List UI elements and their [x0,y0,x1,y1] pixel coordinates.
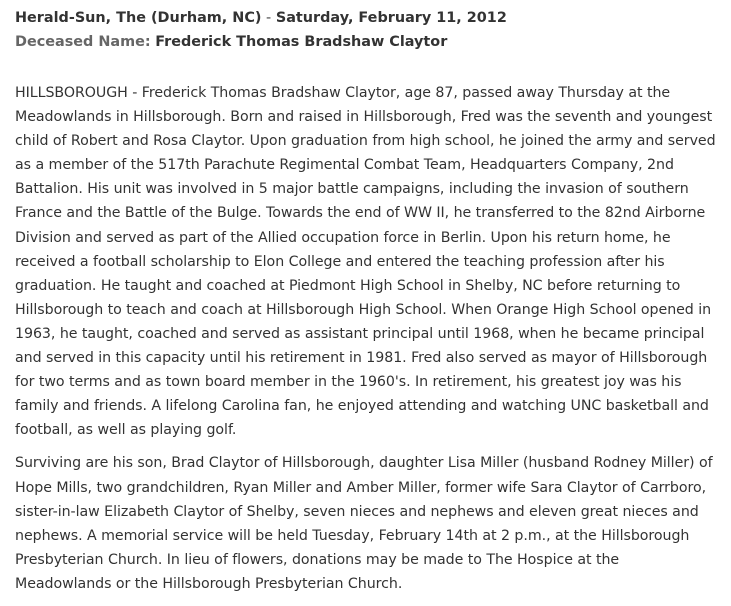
deceased-line [15,30,717,54]
deceased-label: Deceased Name: [15,34,151,50]
obituary-paragraph: HILLSBOROUGH - Frederick Thomas Bradshaw Claytor, age 87, passed away Thursday at the Meadowlands in Hillsborough. Born and raised in Hillsborough, Fred was the seventh and youngest child of Robert and Rosa Claytor. Upon graduation from high school, he joined the army and served as a member of the 517th Parachute Regimental Combat Team, Headquarters Company, 2nd Battalion. His unit was involved in 5 major battle campaigns, including the invasion of southern France and the Battle of the Bulge. Towards the end of WW II, he transferred to the 82nd Airborne Division and served as part of the Allied occupation force in Berlin. Upon his return home, he received a football scholarship to Elon College and entered the teaching profession after his graduation. He taught and coached at Piedmont High School in Shelby, NC before returning to Hillsborough to teach and coach at Hillsborough High School. When Orange High School opened in 1963, he taught, coached and served as assistant principal until 1968, when he became principal and served in this capacity until his retirement in 1981. Fred also served as mayor of Hillsborough for two terms and as town board member in the 1960's. In retirement, his greatest joy was his family and friends. A lifelong Carolina fan, he enjoyed attending and watching UNC basketball and football, as well as playing golf. [15,85,716,439]
publication-line [15,6,717,30]
header-separator: - [266,10,272,26]
deceased-name: Frederick Thomas Bradshaw Claytor [155,34,448,50]
newspaper-name: Herald-Sun, The (Durham, NC) [15,10,262,26]
publication-date: Saturday, February 11, 2012 [275,10,507,26]
survivors-paragraph: Surviving are his son, Brad Claytor of Hillsborough, daughter Lisa Miller (husband Rodney Miller) of Hope Mills, two grandchildren, Ryan Miller and Amber Miller, former wife Sara Claytor of Carrboro, sister-in-law Elizabeth Claytor of Shelby, seven nieces and nephews and eleven great nieces and nephews. A memorial service will be held Tuesday, February 14th at 2 p.m., at the Hillsborough Presbyterian Church. In lieu of flowers, donations may be made to The Hospice at the Meadowlands or the Hillsborough Presbyterian Church. [15,455,713,592]
